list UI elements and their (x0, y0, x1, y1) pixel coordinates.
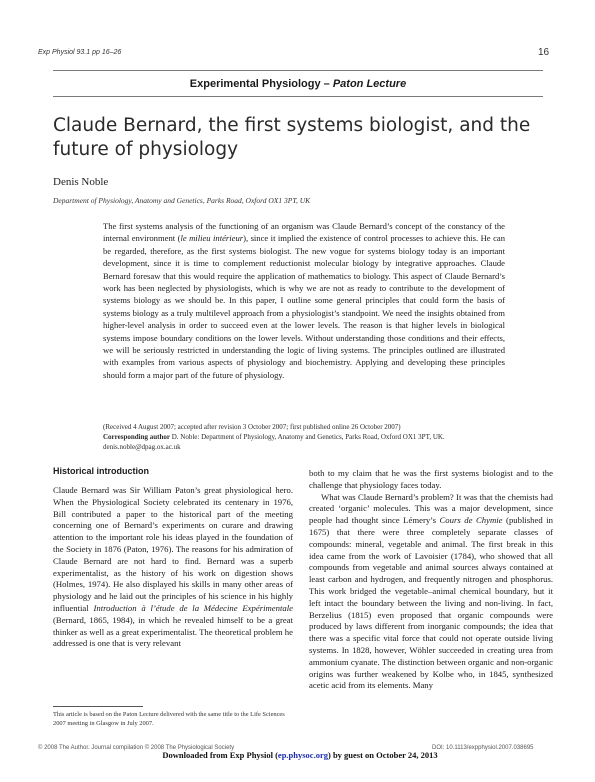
article-title: Claude Bernard, the first systems biologist, and the future of physiology (53, 115, 531, 160)
article-metadata (103, 422, 513, 452)
right-text-a: What was Claude Bernard’s problem? It was that the chemists had created ‘organic’ molecules. This was a major development, since people had thought since Lémery’s (309, 491, 553, 526)
corresponding-label: Corresponding author (103, 433, 170, 441)
author-email: denis.noble@dpag.ox.ac.uk (103, 443, 181, 451)
footnote: This article is based on the Paton Lecture delivered with the same title to the Life Sciences 2007 meeting in Glasgow in July 2007. (53, 711, 285, 727)
received-dates: (Received 4 August 2007; accepted after revision 3 October 2007; first published online 26 October 2007) (103, 423, 401, 431)
abstract-part-1: The first systems analysis of the functioning of an organism was Claude Bernard’s concept of the constancy of the internal environment ( (103, 221, 505, 244)
author-name: Denis Noble (53, 176, 109, 188)
abstract (103, 220, 505, 381)
corresponding-author (103, 432, 513, 442)
download-stamp (150, 750, 450, 760)
download-suffix: ) by guest on October 24, 2013 (327, 750, 438, 760)
right-book-title: Cours de Chymie (439, 515, 503, 526)
doi: DOI: 10.1113/expphysiol.2007.038695 (432, 745, 534, 751)
left-text-a: Claude Bernard was Sir William Paton’s great physiological hero. When the Physiological Society celebrated its centenary in 1976, Bill contributed a paper to the historical part of the meeting concerning one of Bernard’s experiments on curare and drawing attention to the important role his ideas played in the foundation of the Society in 1876 (Paton, 1976). The reasons for his admiration of Claude Bernard are not hard to find. Bernard was a superb experimentalist, as the history of his work on digestion shows (Holmes, 1974). He also displayed his skills in many other areas of physiology and he laid out the principles of his science in his highly influential (53, 485, 293, 613)
left-paragraph (53, 485, 293, 650)
abstract-term: le milieu intérieur (180, 233, 244, 244)
footnote-divider (53, 706, 143, 707)
banner-category: Experimental Physiology – (189, 77, 333, 90)
right-paragraph-2 (309, 492, 553, 693)
page-number: 16 (538, 47, 550, 58)
copyright-notice: © 2008 The Author. Journal compilation © 2008 The Physiological Society (38, 745, 235, 751)
corresponding-text: D. Noble: Department of Physiology, Anatomy and Genetics, Parks Road, Oxford OX1 3PT, UK. (169, 433, 445, 441)
banner-lecture: Paton Lecture (332, 77, 407, 90)
download-link[interactable]: ep.physoc.org (277, 750, 328, 760)
abstract-part-2: ), since it implied the existence of control processes to achieve this. He can be regarded, therefore, as the first systems biologist. The new vogue for systems biology today is an important development, since it is time to complement reductionist molecular biology by integrative approaches. Claude Bernard foresaw that this would require the application of mathematics to biology. This aspect of Claude Bernard’s work has been neglected by physiologists, which is why we are not as ready to contribute to the development of systems biology as we should be. In this paper, I outline some general principles that could form the basis of systems biology as a truly multilevel approach from a physiologist’s standpoint. We need the insights obtained from higher-level analysis in order to succeed even at the lower levels. The reason is that higher levels in biological systems impose boundary conditions on the lower levels. Without understanding those conditions and their effects, we will be seriously restricted in understanding the logic of living systems. The principles outlined are illustrated with examples from various aspects of physiology and biochemistry. Applying and developing these principles should form a major part of the future of physiology. (103, 233, 505, 380)
section-heading: Historical introduction (53, 466, 150, 476)
right-text-b: (published in 1675) that there were three completely separate classes of compounds: mineral, vegetable and animal. The first break in this idea came from the work of Lavoisier (1784), who showed that all compounds from vegetable and animal sources always contained at least carbon and hydrogen, and frequently nitrogen and phosphorus. This work bridged the vegetable–animal chemical boundary, but it left intact the boundary between the living and non-living. In fact, Berzelius (1815) even proposed that organic compounds were produced by laws different from inorganic compounds; the idea that there was a specific vital force that could not operate outside living systems. In 1828, however, Wöhler succeeded in creating urea from ammonium cyanate. The distinction between organic and non-organic origins was further weakened by Kolbe who, in 1845, synthesized acetic acid from its elements. Many (309, 515, 554, 691)
journal-reference: Exp Physiol 93.1 pp 16–26 (38, 49, 122, 56)
left-column (53, 485, 293, 650)
left-text-b: (Bernard, 1865, 1984), in which he revealed himself to be a great thinker as well as a great experimentalist. The theoretical problem he addressed is one that is very relevant (53, 614, 293, 649)
abstract-text (103, 220, 505, 381)
right-column (309, 468, 553, 692)
article-category-banner (53, 70, 543, 97)
right-paragraph-1: both to my claim that he was the first systems biologist and to the challenge that physiology faces today. (309, 468, 553, 490)
left-book-title: Introduction à l’étude de la Médecine Expérimentale (93, 602, 293, 613)
author-affiliation: Department of Physiology, Anatomy and Genetics, Parks Road, Oxford OX1 3PT, UK (53, 196, 311, 205)
download-prefix: Downloaded from Exp Physiol ( (162, 750, 278, 760)
